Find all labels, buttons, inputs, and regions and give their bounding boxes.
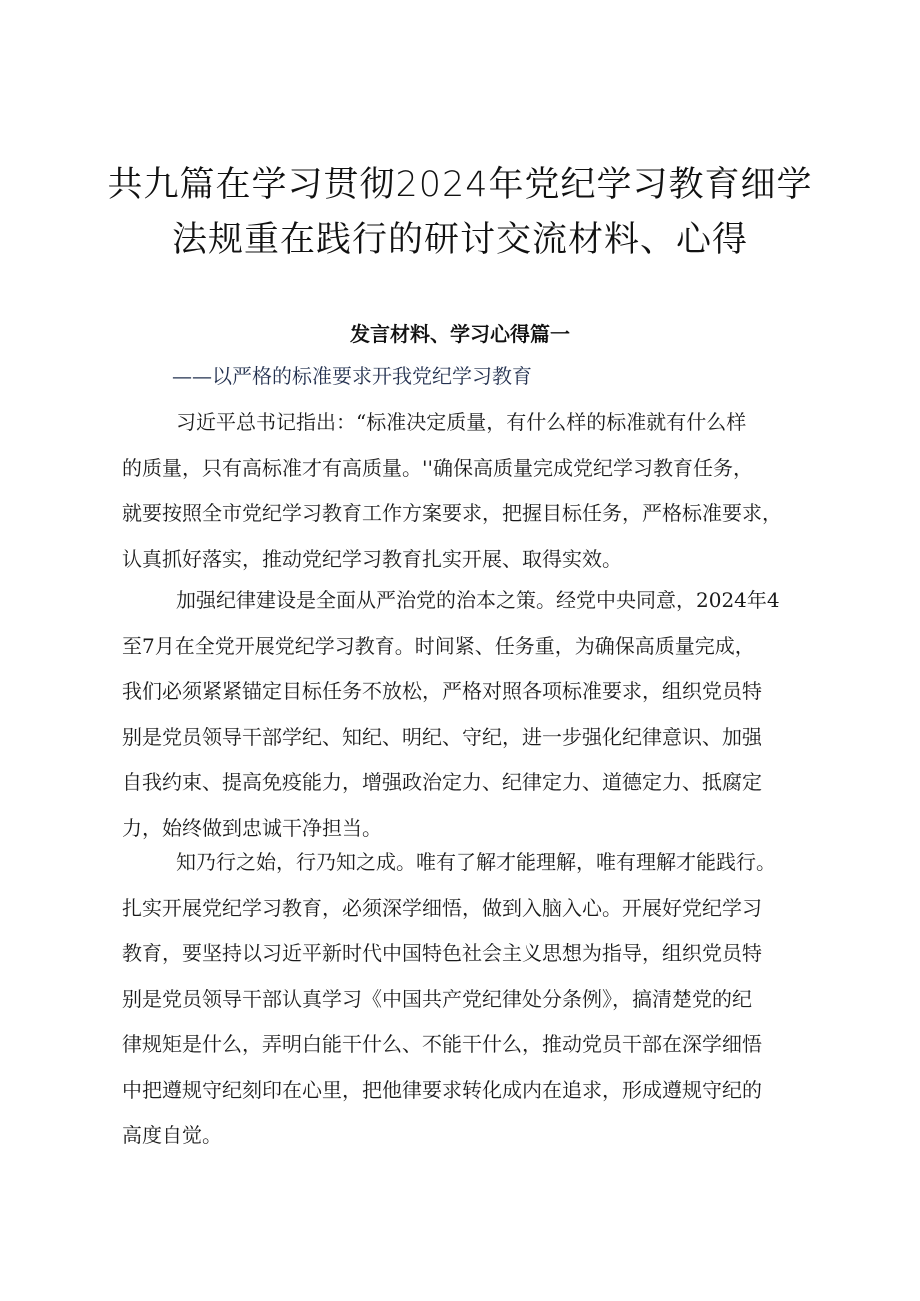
paragraph-3-line: 知乃行之始，行乃知之成。唯有了解才能理解，唯有理解才能践行。 xyxy=(176,850,776,874)
document-title-line-2: 法规重在践行的研讨交流材料、心得 xyxy=(171,220,748,260)
paragraph-1-line: 认真抓好落实，推动党纪学习教育扎实开展、取得实效。 xyxy=(122,546,622,571)
paragraph-3 xyxy=(122,840,812,1159)
paragraph-2-line: 至7月在全党开展党纪学习教育。时间紧、任务重，为确保高质量完成， xyxy=(122,633,755,658)
paragraph-1-line: 就要按照全市党纪学习教育工作方案要求，把握目标任务，严格标准要求， xyxy=(122,501,782,525)
paragraph-2-line: 力，始终做到忠诚干净担当。 xyxy=(122,815,382,840)
section-heading: 发言材料、学习心得篇一 xyxy=(350,322,570,346)
paragraph-1-line: 习近平总书记指出：“标准决定质量，有什么样的标准就有什么样 xyxy=(176,410,747,434)
section-subtitle: ——以严格的标准要求开我党纪学习教育 xyxy=(172,364,532,388)
document-title-line-1: 共九篇在学习贯彻2024年党纪学习教育细学 xyxy=(107,165,813,205)
paragraph-2-line: 我们必须紧紧锚定目标任务不放松，严格对照各项标准要求，组织党员特 xyxy=(122,679,762,703)
paragraph-2-line: 别是党员领导干部学纪、知纪、明纪、守纪，进一步强化纪律意识、加强 xyxy=(122,724,762,749)
paragraph-2-line: 加强纪律建设是全面从严治党的治本之策。经党中央同意，2024年4 xyxy=(176,588,780,612)
paragraph-3-line: 高度自觉。 xyxy=(122,1123,222,1147)
paragraph-3-line: 扎实开展党纪学习教育，必须深学细悟，做到入脑入心。开展好党纪学习 xyxy=(122,895,762,920)
paragraph-2 xyxy=(122,578,812,851)
paragraph-3-line: 中把遵规守纪刻印在心里，把他律要求转化成内在追求，形成遵规守纪的 xyxy=(122,1077,762,1102)
paragraph-3-line: 别是党员领导干部认真学习《中国共产党纪律处分条例》，搞清楚党的纪 xyxy=(122,986,752,1011)
paragraph-1-line: 的质量，只有高标准才有高质量。''确保高质量完成党纪学习教育任务， xyxy=(122,455,753,480)
paragraph-2-line: 自我约束、提高免疫能力，增强政治定力、纪律定力、道德定力、抵腐定 xyxy=(122,770,762,794)
paragraph-1 xyxy=(122,400,812,582)
paragraph-3-line: 教育，要坚持以习近平新时代中国特色社会主义思想为指导，组织党员特 xyxy=(122,941,762,965)
paragraph-3-line: 律规矩是什么，弄明白能干什么、不能干什么，推动党员干部在深学细悟 xyxy=(122,1032,762,1056)
